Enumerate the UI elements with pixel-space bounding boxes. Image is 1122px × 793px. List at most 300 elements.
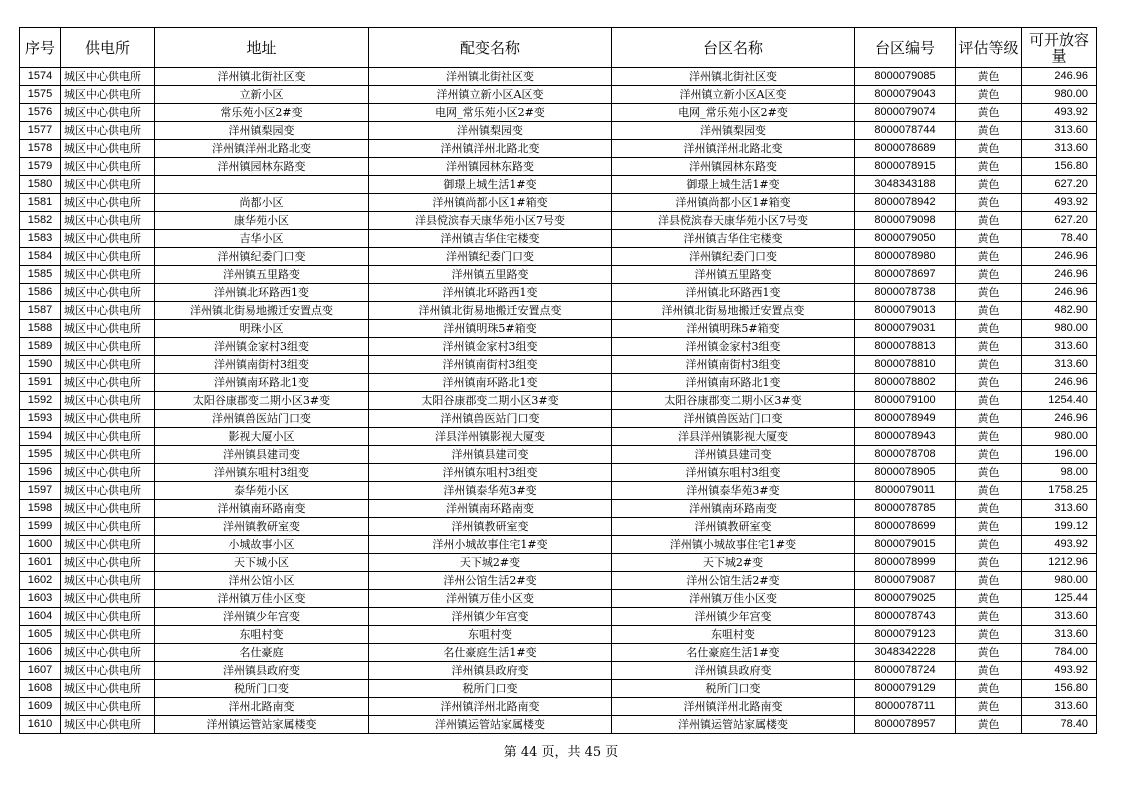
area-name-cell: 洋州镇园林东路变 — [612, 158, 855, 176]
transformer-cell: 洋县洋州镇影视大厦变 — [369, 428, 612, 446]
index-cell: 1577 — [20, 122, 61, 140]
index-cell: 1580 — [20, 176, 61, 194]
table-row — [20, 320, 1097, 338]
header-address: 地址 — [155, 28, 369, 68]
station-cell: 城区中心供电所 — [61, 590, 155, 608]
area-id-cell: 8000078697 — [855, 266, 956, 284]
area-id-cell: 8000079043 — [855, 86, 956, 104]
address-cell: 洋州镇园林东路变 — [155, 158, 369, 176]
address-cell: 小城故事小区 — [155, 536, 369, 554]
area-id-cell: 8000078711 — [855, 698, 956, 716]
capacity-cell: 196.00 — [1022, 446, 1097, 464]
transformer-cell: 御璟上城生活1#变 — [369, 176, 612, 194]
table-row — [20, 266, 1097, 284]
grade-cell: 黄色 — [956, 608, 1022, 626]
capacity-cell: 246.96 — [1022, 266, 1097, 284]
capacity-cell: 980.00 — [1022, 572, 1097, 590]
address-cell: 立新小区 — [155, 86, 369, 104]
index-cell: 1576 — [20, 104, 61, 122]
area-name-cell: 洋县傥滨春天康华苑小区7号变 — [612, 212, 855, 230]
grade-cell: 黄色 — [956, 410, 1022, 428]
capacity-cell: 246.96 — [1022, 284, 1097, 302]
station-cell: 城区中心供电所 — [61, 536, 155, 554]
capacity-cell: 784.00 — [1022, 644, 1097, 662]
capacity-cell: 313.60 — [1022, 140, 1097, 158]
index-cell: 1591 — [20, 374, 61, 392]
index-cell: 1588 — [20, 320, 61, 338]
area-id-cell: 8000078813 — [855, 338, 956, 356]
transformer-cell: 洋县傥滨春天康华苑小区7号变 — [369, 212, 612, 230]
capacity-cell: 1212.96 — [1022, 554, 1097, 572]
transformer-cell: 洋州镇东咀村3组变 — [369, 464, 612, 482]
area-name-cell: 御璟上城生活1#变 — [612, 176, 855, 194]
table-row — [20, 662, 1097, 680]
table-row — [20, 140, 1097, 158]
station-cell: 城区中心供电所 — [61, 86, 155, 104]
area-name-cell: 洋州镇运管站家属楼变 — [612, 716, 855, 734]
area-id-cell: 8000079013 — [855, 302, 956, 320]
header-area-id: 台区编号 — [855, 28, 956, 68]
table-row — [20, 500, 1097, 518]
address-cell: 常乐苑小区2#变 — [155, 104, 369, 122]
grade-cell: 黄色 — [956, 266, 1022, 284]
area-name-cell: 洋州镇金家村3组变 — [612, 338, 855, 356]
grade-cell: 黄色 — [956, 68, 1022, 86]
transformer-cell: 洋州镇南街村3组变 — [369, 356, 612, 374]
area-name-cell: 洋州镇泰华苑3#变 — [612, 482, 855, 500]
grade-cell: 黄色 — [956, 662, 1022, 680]
station-cell: 城区中心供电所 — [61, 338, 155, 356]
table-row — [20, 122, 1097, 140]
address-cell: 天下城小区 — [155, 554, 369, 572]
transformer-cell: 太阳谷康郡变二期小区3#变 — [369, 392, 612, 410]
grade-cell: 黄色 — [956, 698, 1022, 716]
capacity-cell: 313.60 — [1022, 500, 1097, 518]
address-cell: 明珠小区 — [155, 320, 369, 338]
table-row — [20, 248, 1097, 266]
index-cell: 1582 — [20, 212, 61, 230]
area-id-cell: 8000079011 — [855, 482, 956, 500]
index-cell: 1597 — [20, 482, 61, 500]
area-name-cell: 天下城2#变 — [612, 554, 855, 572]
capacity-cell: 156.80 — [1022, 680, 1097, 698]
table-row — [20, 338, 1097, 356]
table-row — [20, 518, 1097, 536]
area-name-cell: 税所门口变 — [612, 680, 855, 698]
area-name-cell: 洋州镇洋州北路南变 — [612, 698, 855, 716]
capacity-table — [19, 27, 1097, 734]
area-name-cell: 洋州公馆生活2#变 — [612, 572, 855, 590]
capacity-cell: 980.00 — [1022, 428, 1097, 446]
area-id-cell: 8000079050 — [855, 230, 956, 248]
table-row — [20, 464, 1097, 482]
capacity-cell: 246.96 — [1022, 68, 1097, 86]
area-name-cell: 洋州镇梨园变 — [612, 122, 855, 140]
grade-cell: 黄色 — [956, 644, 1022, 662]
grade-cell: 黄色 — [956, 158, 1022, 176]
table-row — [20, 212, 1097, 230]
area-name-cell: 洋县洋州镇影视大厦变 — [612, 428, 855, 446]
area-name-cell: 洋州镇东咀村3组变 — [612, 464, 855, 482]
index-cell: 1579 — [20, 158, 61, 176]
station-cell: 城区中心供电所 — [61, 608, 155, 626]
capacity-cell: 627.20 — [1022, 176, 1097, 194]
capacity-cell: 627.20 — [1022, 212, 1097, 230]
address-cell: 洋州镇金家村3组变 — [155, 338, 369, 356]
transformer-cell: 洋州镇立新小区A区变 — [369, 86, 612, 104]
index-cell: 1594 — [20, 428, 61, 446]
index-cell: 1590 — [20, 356, 61, 374]
area-name-cell: 洋州镇北街社区变 — [612, 68, 855, 86]
address-cell: 洋州镇北环路西1变 — [155, 284, 369, 302]
area-id-cell: 8000078957 — [855, 716, 956, 734]
area-name-cell: 洋州镇教研室变 — [612, 518, 855, 536]
table-row — [20, 356, 1097, 374]
transformer-cell: 洋州公馆生活2#变 — [369, 572, 612, 590]
station-cell: 城区中心供电所 — [61, 554, 155, 572]
area-name-cell: 洋州镇北街易地搬迁安置点变 — [612, 302, 855, 320]
station-cell: 城区中心供电所 — [61, 644, 155, 662]
area-name-cell: 洋州镇小城故事住宅1#变 — [612, 536, 855, 554]
area-id-cell: 8000078915 — [855, 158, 956, 176]
table-row — [20, 158, 1097, 176]
table-row — [20, 482, 1097, 500]
capacity-cell: 313.60 — [1022, 122, 1097, 140]
grade-cell: 黄色 — [956, 392, 1022, 410]
transformer-cell: 电网_常乐苑小区2#变 — [369, 104, 612, 122]
station-cell: 城区中心供电所 — [61, 464, 155, 482]
station-cell: 城区中心供电所 — [61, 158, 155, 176]
table-row — [20, 104, 1097, 122]
station-cell: 城区中心供电所 — [61, 518, 155, 536]
index-cell: 1581 — [20, 194, 61, 212]
address-cell: 洋州镇教研室变 — [155, 518, 369, 536]
index-cell: 1575 — [20, 86, 61, 104]
capacity-cell: 156.80 — [1022, 158, 1097, 176]
address-cell: 洋州镇南街村3组变 — [155, 356, 369, 374]
grade-cell: 黄色 — [956, 482, 1022, 500]
index-cell: 1593 — [20, 410, 61, 428]
page-footer: 第 44 页，共 45 页 — [503, 745, 619, 760]
transformer-cell: 洋州镇尚都小区1#箱变 — [369, 194, 612, 212]
capacity-cell: 246.96 — [1022, 374, 1097, 392]
station-cell: 城区中心供电所 — [61, 320, 155, 338]
index-cell: 1589 — [20, 338, 61, 356]
table-row — [20, 194, 1097, 212]
station-cell: 城区中心供电所 — [61, 194, 155, 212]
table-row — [20, 230, 1097, 248]
area-id-cell: 3048342228 — [855, 644, 956, 662]
capacity-cell: 493.92 — [1022, 194, 1097, 212]
table-row — [20, 86, 1097, 104]
grade-cell: 黄色 — [956, 572, 1022, 590]
address-cell: 洋州镇县建司变 — [155, 446, 369, 464]
index-cell: 1599 — [20, 518, 61, 536]
grade-cell: 黄色 — [956, 248, 1022, 266]
transformer-cell: 洋州镇梨园变 — [369, 122, 612, 140]
transformer-cell: 洋州镇园林东路变 — [369, 158, 612, 176]
capacity-cell: 199.12 — [1022, 518, 1097, 536]
area-id-cell: 8000078743 — [855, 608, 956, 626]
station-cell: 城区中心供电所 — [61, 446, 155, 464]
area-id-cell: 8000079085 — [855, 68, 956, 86]
grade-cell: 黄色 — [956, 590, 1022, 608]
area-name-cell: 洋州镇立新小区A区变 — [612, 86, 855, 104]
index-cell: 1603 — [20, 590, 61, 608]
grade-cell: 黄色 — [956, 284, 1022, 302]
capacity-cell: 98.00 — [1022, 464, 1097, 482]
station-cell: 城区中心供电所 — [61, 572, 155, 590]
address-cell: 洋州北路南变 — [155, 698, 369, 716]
area-name-cell: 洋州镇少年宫变 — [612, 608, 855, 626]
area-id-cell: 8000078689 — [855, 140, 956, 158]
station-cell: 城区中心供电所 — [61, 176, 155, 194]
capacity-cell: 246.96 — [1022, 410, 1097, 428]
transformer-cell: 东咀村变 — [369, 626, 612, 644]
capacity-cell: 1254.40 — [1022, 392, 1097, 410]
area-id-cell: 8000078699 — [855, 518, 956, 536]
station-cell: 城区中心供电所 — [61, 122, 155, 140]
grade-cell: 黄色 — [956, 500, 1022, 518]
transformer-cell: 洋州镇洋州北路南变 — [369, 698, 612, 716]
address-cell: 洋州镇洋州北路北变 — [155, 140, 369, 158]
station-cell: 城区中心供电所 — [61, 428, 155, 446]
area-name-cell: 洋州镇南环路北1变 — [612, 374, 855, 392]
grade-cell: 黄色 — [956, 86, 1022, 104]
area-name-cell: 洋州镇北环路西1变 — [612, 284, 855, 302]
transformer-cell: 洋州镇兽医站门口变 — [369, 410, 612, 428]
capacity-cell: 313.60 — [1022, 698, 1097, 716]
index-cell: 1604 — [20, 608, 61, 626]
area-id-cell: 8000079100 — [855, 392, 956, 410]
area-name-cell: 太阳谷康郡变二期小区3#变 — [612, 392, 855, 410]
area-id-cell: 8000079015 — [855, 536, 956, 554]
address-cell: 洋州镇北街社区变 — [155, 68, 369, 86]
address-cell: 洋州镇纪委门口变 — [155, 248, 369, 266]
transformer-cell: 洋州镇洋州北路北变 — [369, 140, 612, 158]
area-id-cell: 8000078708 — [855, 446, 956, 464]
area-id-cell: 8000078999 — [855, 554, 956, 572]
index-cell: 1595 — [20, 446, 61, 464]
capacity-cell: 493.92 — [1022, 104, 1097, 122]
area-name-cell: 洋州镇五里路变 — [612, 266, 855, 284]
transformer-cell: 税所门口变 — [369, 680, 612, 698]
station-cell: 城区中心供电所 — [61, 302, 155, 320]
address-cell: 洋州镇梨园变 — [155, 122, 369, 140]
address-cell — [155, 176, 369, 194]
table-row — [20, 176, 1097, 194]
transformer-cell: 洋州小城故事住宅1#变 — [369, 536, 612, 554]
grade-cell: 黄色 — [956, 104, 1022, 122]
station-cell: 城区中心供电所 — [61, 500, 155, 518]
header-grade: 评估等级 — [956, 28, 1022, 68]
index-cell: 1610 — [20, 716, 61, 734]
station-cell: 城区中心供电所 — [61, 716, 155, 734]
table-row — [20, 428, 1097, 446]
station-cell: 城区中心供电所 — [61, 230, 155, 248]
address-cell: 太阳谷康郡变二期小区3#变 — [155, 392, 369, 410]
transformer-cell: 洋州镇吉华住宅楼变 — [369, 230, 612, 248]
table-row — [20, 644, 1097, 662]
index-cell: 1587 — [20, 302, 61, 320]
area-id-cell: 8000078905 — [855, 464, 956, 482]
grade-cell: 黄色 — [956, 554, 1022, 572]
transformer-cell: 天下城2#变 — [369, 554, 612, 572]
transformer-cell: 洋州镇县政府变 — [369, 662, 612, 680]
table-row — [20, 284, 1097, 302]
area-id-cell: 3048343188 — [855, 176, 956, 194]
grade-cell: 黄色 — [956, 680, 1022, 698]
capacity-cell: 246.96 — [1022, 248, 1097, 266]
index-cell: 1583 — [20, 230, 61, 248]
header-station: 供电所 — [61, 28, 155, 68]
address-cell: 东咀村变 — [155, 626, 369, 644]
index-cell: 1584 — [20, 248, 61, 266]
transformer-cell: 洋州镇教研室变 — [369, 518, 612, 536]
station-cell: 城区中心供电所 — [61, 374, 155, 392]
area-id-cell: 8000078943 — [855, 428, 956, 446]
station-cell: 城区中心供电所 — [61, 392, 155, 410]
address-cell: 洋州镇南环路南变 — [155, 500, 369, 518]
transformer-cell: 洋州镇金家村3组变 — [369, 338, 612, 356]
grade-cell: 黄色 — [956, 122, 1022, 140]
station-cell: 城区中心供电所 — [61, 104, 155, 122]
area-id-cell: 8000078785 — [855, 500, 956, 518]
address-cell: 洋州镇万佳小区变 — [155, 590, 369, 608]
transformer-cell: 洋州镇北街社区变 — [369, 68, 612, 86]
table-row — [20, 716, 1097, 734]
area-name-cell: 洋州镇南街村3组变 — [612, 356, 855, 374]
header-index: 序号 — [20, 28, 61, 68]
address-cell: 洋州镇兽医站门口变 — [155, 410, 369, 428]
area-name-cell: 洋州镇洋州北路北变 — [612, 140, 855, 158]
table-row — [20, 446, 1097, 464]
address-cell: 泰华苑小区 — [155, 482, 369, 500]
grade-cell: 黄色 — [956, 716, 1022, 734]
area-id-cell: 8000078802 — [855, 374, 956, 392]
address-cell: 吉华小区 — [155, 230, 369, 248]
transformer-cell: 洋州镇五里路变 — [369, 266, 612, 284]
transformer-cell: 洋州镇纪委门口变 — [369, 248, 612, 266]
capacity-cell: 313.60 — [1022, 626, 1097, 644]
capacity-cell: 980.00 — [1022, 320, 1097, 338]
transformer-cell: 洋州镇北环路西1变 — [369, 284, 612, 302]
area-id-cell: 8000079025 — [855, 590, 956, 608]
address-cell: 洋州镇东咀村3组变 — [155, 464, 369, 482]
table-row — [20, 590, 1097, 608]
capacity-cell: 78.40 — [1022, 230, 1097, 248]
header-transformer: 配变名称 — [369, 28, 612, 68]
station-cell: 城区中心供电所 — [61, 680, 155, 698]
index-cell: 1602 — [20, 572, 61, 590]
area-id-cell: 8000079074 — [855, 104, 956, 122]
index-cell: 1598 — [20, 500, 61, 518]
table-row — [20, 302, 1097, 320]
index-cell: 1601 — [20, 554, 61, 572]
grade-cell: 黄色 — [956, 356, 1022, 374]
table-row — [20, 68, 1097, 86]
station-cell: 城区中心供电所 — [61, 698, 155, 716]
table-row — [20, 536, 1097, 554]
table-row — [20, 626, 1097, 644]
grade-cell: 黄色 — [956, 338, 1022, 356]
index-cell: 1608 — [20, 680, 61, 698]
table-row — [20, 410, 1097, 428]
station-cell: 城区中心供电所 — [61, 212, 155, 230]
capacity-cell: 313.60 — [1022, 356, 1097, 374]
address-cell: 影视大厦小区 — [155, 428, 369, 446]
area-name-cell: 洋州镇县建司变 — [612, 446, 855, 464]
grade-cell: 黄色 — [956, 194, 1022, 212]
grade-cell: 黄色 — [956, 140, 1022, 158]
address-cell: 洋州镇运管站家属楼变 — [155, 716, 369, 734]
area-name-cell: 洋州镇吉华住宅楼变 — [612, 230, 855, 248]
table-row — [20, 392, 1097, 410]
grade-cell: 黄色 — [956, 230, 1022, 248]
station-cell: 城区中心供电所 — [61, 662, 155, 680]
area-name-cell: 洋州镇尚都小区1#箱变 — [612, 194, 855, 212]
area-id-cell: 8000078942 — [855, 194, 956, 212]
area-id-cell: 8000079087 — [855, 572, 956, 590]
address-cell: 洋州镇县政府变 — [155, 662, 369, 680]
address-cell: 洋州镇五里路变 — [155, 266, 369, 284]
station-cell: 城区中心供电所 — [61, 266, 155, 284]
index-cell: 1585 — [20, 266, 61, 284]
index-cell: 1596 — [20, 464, 61, 482]
index-cell: 1578 — [20, 140, 61, 158]
grade-cell: 黄色 — [956, 302, 1022, 320]
transformer-cell: 名仕豪庭生活1#变 — [369, 644, 612, 662]
area-name-cell: 东咀村变 — [612, 626, 855, 644]
address-cell: 洋州镇北街易地搬迁安置点变 — [155, 302, 369, 320]
transformer-cell: 洋州镇万佳小区变 — [369, 590, 612, 608]
index-cell: 1574 — [20, 68, 61, 86]
area-name-cell: 洋州镇县政府变 — [612, 662, 855, 680]
station-cell: 城区中心供电所 — [61, 410, 155, 428]
area-id-cell: 8000079123 — [855, 626, 956, 644]
grade-cell: 黄色 — [956, 428, 1022, 446]
index-cell: 1606 — [20, 644, 61, 662]
station-cell: 城区中心供电所 — [61, 248, 155, 266]
capacity-cell: 493.92 — [1022, 536, 1097, 554]
capacity-cell: 980.00 — [1022, 86, 1097, 104]
area-name-cell: 电网_常乐苑小区2#变 — [612, 104, 855, 122]
transformer-cell: 洋州镇北街易地搬迁安置点变 — [369, 302, 612, 320]
index-cell: 1605 — [20, 626, 61, 644]
grade-cell: 黄色 — [956, 212, 1022, 230]
address-cell: 康华苑小区 — [155, 212, 369, 230]
area-id-cell: 8000078980 — [855, 248, 956, 266]
station-cell: 城区中心供电所 — [61, 482, 155, 500]
capacity-cell: 313.60 — [1022, 608, 1097, 626]
address-cell: 洋州公馆小区 — [155, 572, 369, 590]
station-cell: 城区中心供电所 — [61, 626, 155, 644]
grade-cell: 黄色 — [956, 320, 1022, 338]
address-cell: 尚都小区 — [155, 194, 369, 212]
index-cell: 1607 — [20, 662, 61, 680]
area-name-cell: 洋州镇南环路南变 — [612, 500, 855, 518]
station-cell: 城区中心供电所 — [61, 356, 155, 374]
address-cell: 税所门口变 — [155, 680, 369, 698]
area-id-cell: 8000078810 — [855, 356, 956, 374]
area-id-cell: 8000079031 — [855, 320, 956, 338]
station-cell: 城区中心供电所 — [61, 284, 155, 302]
header-capacity: 可开放容量 — [1022, 28, 1097, 68]
table-row — [20, 572, 1097, 590]
grade-cell: 黄色 — [956, 518, 1022, 536]
transformer-cell: 洋州镇少年宫变 — [369, 608, 612, 626]
grade-cell: 黄色 — [956, 536, 1022, 554]
